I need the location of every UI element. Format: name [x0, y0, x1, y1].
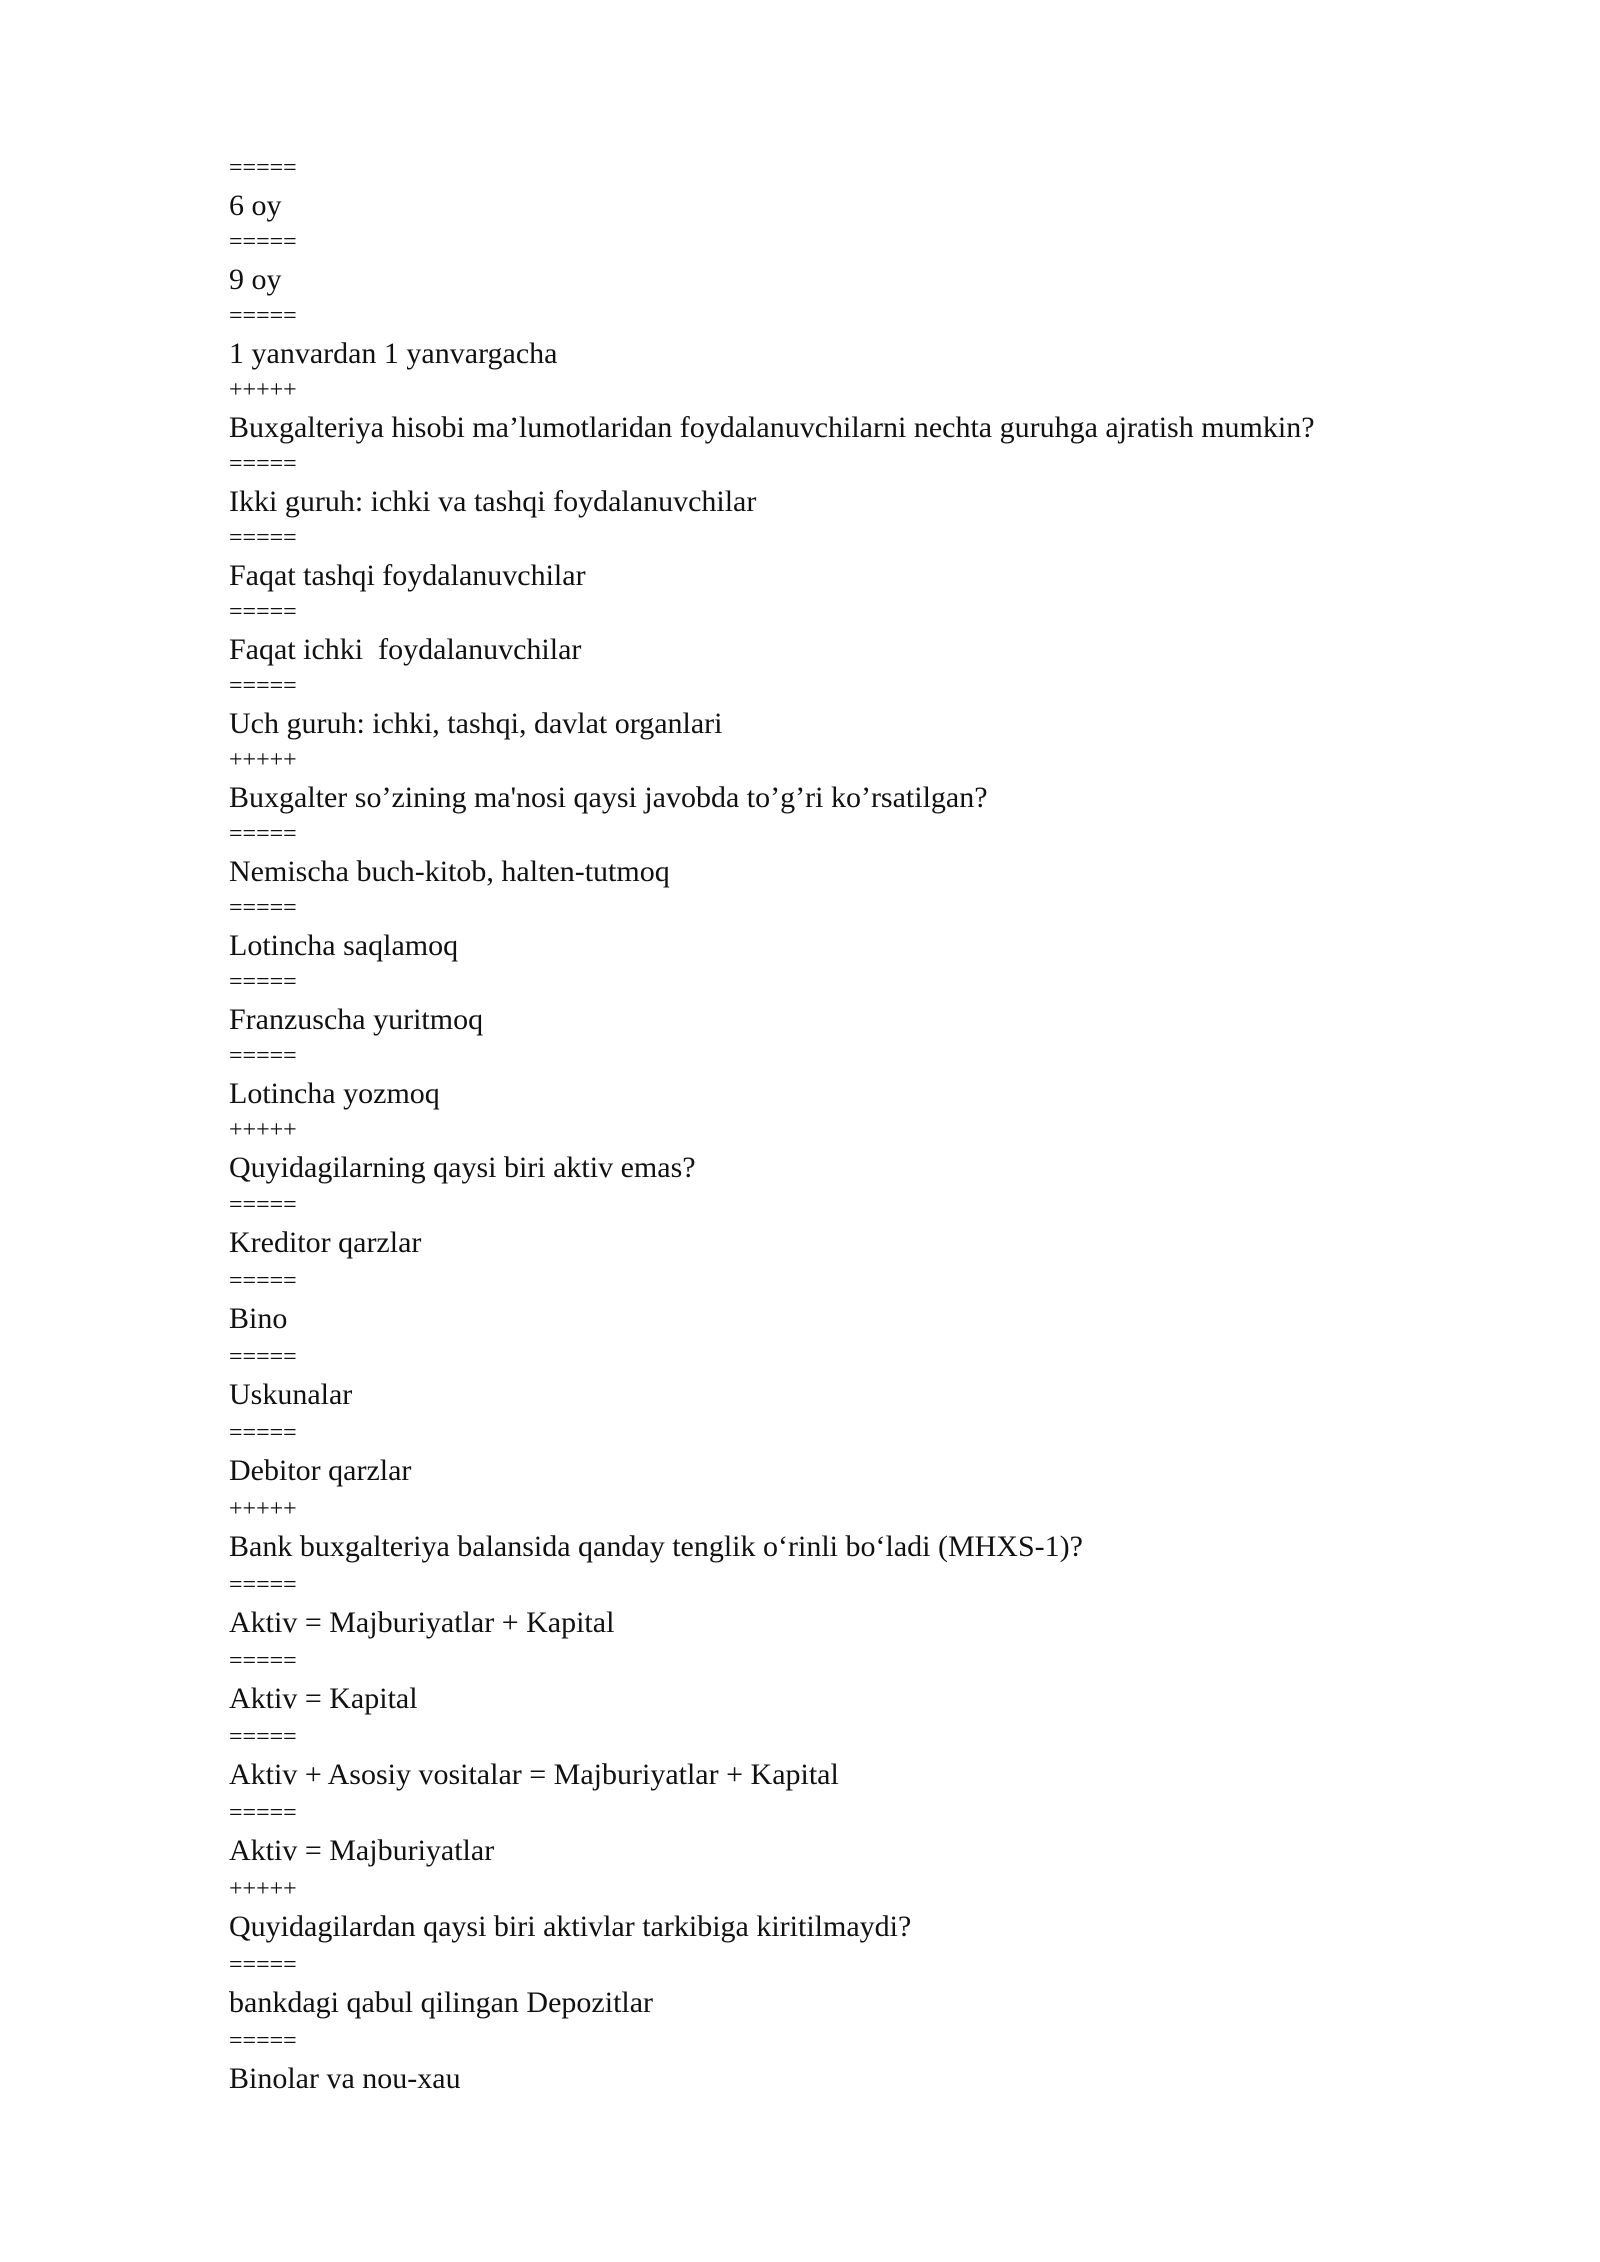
answer-separator: ===== [229, 1268, 297, 1294]
answer-separator: ===== [229, 895, 297, 921]
text-line: Lotincha yozmoq [229, 1077, 440, 1110]
text-line: Buxgalter so’zining ma'nosi qaysi javobda to’g’ri ko’rsatilgan? [229, 781, 988, 814]
text-line: Aktiv = Majburiyatlar + Kapital [229, 1606, 615, 1639]
answer-separator: ===== [229, 2028, 297, 2054]
text-line: Aktiv = Kapital [229, 1682, 418, 1715]
text-line: Uskunalar [229, 1378, 353, 1411]
answer-separator: ===== [229, 1572, 297, 1598]
question-separator: +++++ [229, 1876, 297, 1902]
text-line: Franzuscha yuritmoq [229, 1003, 484, 1036]
answer-separator: ===== [229, 1043, 297, 1069]
text-line: bankdagi qabul qilingan Depozitlar [229, 1986, 654, 2019]
text-line: Binolar va nou-xau [229, 2062, 461, 2095]
text-line: Bank buxgalteriya balansida qanday tenglik o‘rinli bo‘ladi (MHXS-1)? [229, 1530, 1083, 1563]
answer-separator: ===== [229, 303, 297, 329]
text-line: 6 oy [229, 189, 282, 222]
text-line: Kreditor qarzlar [229, 1226, 422, 1259]
question-separator: +++++ [229, 1496, 297, 1522]
answer-separator: ===== [229, 1344, 297, 1370]
text-line: Bino [229, 1302, 288, 1335]
answer-separator: ===== [229, 155, 297, 181]
answer-separator: ===== [229, 451, 297, 477]
document-body [229, 150, 1529, 2098]
answer-separator: ===== [229, 821, 297, 847]
answer-separator: ===== [229, 525, 297, 551]
text-line: Ikki guruh: ichki va tashqi foydalanuvchilar [229, 485, 757, 518]
text-line: 9 oy [229, 263, 282, 296]
text-line: Nemischa buch-kitob, halten-tutmoq [229, 855, 670, 888]
answer-separator: ===== [229, 229, 297, 255]
text-line: Quyidagilardan qaysi biri aktivlar tarkibiga kiritilmaydi? [229, 1910, 912, 1943]
text-line: Aktiv + Asosiy vositalar = Majburiyatlar + Kapital [229, 1758, 839, 1791]
answer-separator: ===== [229, 1648, 297, 1674]
text-line: Faqat ichki foydalanuvchilar [229, 633, 582, 666]
question-separator: +++++ [229, 747, 297, 773]
question-separator: +++++ [229, 377, 297, 403]
text-line: Debitor qarzlar [229, 1454, 412, 1487]
text-line: Buxgalteriya hisobi ma’lumotlaridan foydalanuvchilarni nechta guruhga ajratish mumkin? [229, 411, 1315, 444]
text-line: Lotincha saqlamoq [229, 929, 459, 962]
answer-separator: ===== [229, 1420, 297, 1446]
answer-separator: ===== [229, 599, 297, 625]
text-line: Aktiv = Majburiyatlar [229, 1834, 495, 1867]
answer-separator: ===== [229, 1800, 297, 1826]
answer-separator: ===== [229, 1724, 297, 1750]
answer-separator: ===== [229, 969, 297, 995]
answer-separator: ===== [229, 1952, 297, 1978]
answer-separator: ===== [229, 673, 297, 699]
answer-separator: ===== [229, 1192, 297, 1218]
text-line: Quyidagilarning qaysi biri aktiv emas? [229, 1151, 696, 1184]
question-separator: +++++ [229, 1117, 297, 1143]
text-line: Faqat tashqi foydalanuvchilar [229, 559, 586, 592]
text-line: 1 yanvardan 1 yanvargacha [229, 337, 558, 370]
text-line: Uch guruh: ichki, tashqi, davlat organlari [229, 707, 723, 740]
